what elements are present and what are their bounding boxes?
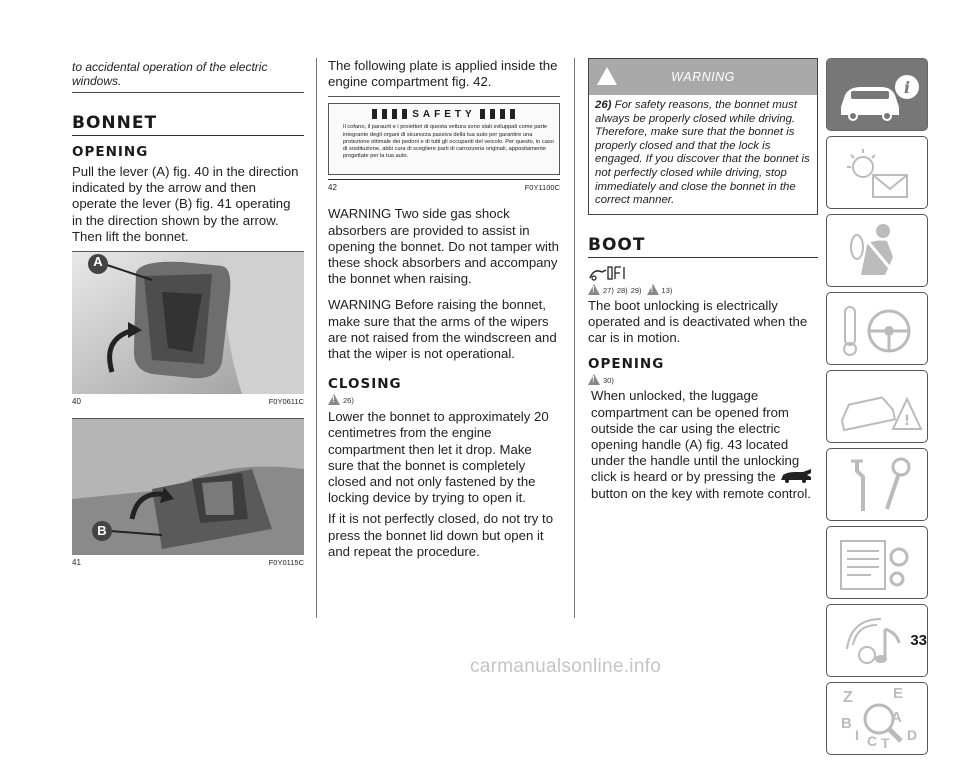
tab-technical-data[interactable] xyxy=(826,526,928,599)
closing-paragraph-2: If it is not perfectly closed, do not try to press the bonnet lid down but open it and repeat the procedure. xyxy=(328,511,554,559)
tab-index[interactable] xyxy=(826,682,928,755)
tab-starting-driving[interactable] xyxy=(826,292,928,365)
emergency-icon xyxy=(827,371,929,444)
column-2 xyxy=(328,0,560,560)
column-divider xyxy=(574,58,575,618)
callout-a: A xyxy=(93,254,103,270)
warning-shock-absorbers: WARNING Two side gas shock absorbers are provided to assist in opening the bonnet. Do not tamper with these shock absorbers and accompany the bonnet when raising. xyxy=(328,206,559,287)
index-letter: E xyxy=(893,685,904,702)
section-heading-bonnet: BONNET xyxy=(72,113,304,136)
section-heading-boot: BOOT xyxy=(588,235,818,258)
checker-pattern-right xyxy=(480,109,516,119)
closing-warning-ref: ! 26) xyxy=(328,394,560,405)
figure-41 xyxy=(72,419,304,555)
index-letter: B xyxy=(841,715,852,732)
boot-warning-refs: ! 27) 28) 29) ! 13) xyxy=(588,284,818,295)
index-letter: C xyxy=(867,733,878,749)
page-number: 33 xyxy=(910,632,927,649)
column-3 xyxy=(588,0,818,502)
column-divider xyxy=(316,58,317,618)
warning-wipers: WARNING Before raising the bonnet, make sure that the arms of the wipers are not raised from the windscreen and that the wiper is not operational. xyxy=(328,297,557,362)
technical-data-icon xyxy=(827,527,929,600)
index-letter: I xyxy=(855,727,859,743)
figure-code: F0Y0115C xyxy=(268,558,304,568)
plate-intro-paragraph: The following plate is applied inside the engine compartment fig. 42. xyxy=(328,58,558,90)
index-letter: D xyxy=(907,727,918,743)
chapter-sidebar xyxy=(826,58,928,760)
tab-knowing-your-car[interactable] xyxy=(826,58,928,131)
tab-emergency[interactable] xyxy=(826,370,928,443)
warning-header: WARNING xyxy=(589,59,817,95)
closing-paragraph-1: Lower the bonnet to approximately 20 centimetres from the engine compartment then let it drop. Make sure that the bonnet is completely closed and not only fastened by the locking device by trying to open it. xyxy=(328,409,549,506)
car-info-icon xyxy=(827,59,929,132)
maintenance-icon xyxy=(827,449,929,522)
warning-triangle-icon xyxy=(597,67,617,85)
boot-paragraph: The boot unlocking is electrically operated and is deactivated when the car is in motion. xyxy=(588,297,808,346)
subheading-opening: OPENING xyxy=(72,144,149,160)
svg-text:!: ! xyxy=(903,413,911,429)
warning-triangle-icon xyxy=(588,284,600,295)
subheading-boot-opening: OPENING xyxy=(588,356,665,373)
figure-42-caption xyxy=(328,183,560,192)
safety-plate xyxy=(328,103,560,175)
index-letter: Z xyxy=(843,689,853,706)
tab-warning-lights[interactable] xyxy=(826,136,928,209)
plate-title: SAFETY xyxy=(412,108,476,120)
callout-b: B xyxy=(97,523,107,539)
svg-text:i: i xyxy=(903,78,911,97)
boot-opening-paragraph: When unlocked, the luggage compartment can be opened from outside the car using the electric opening handle (A) fig. 43 located under the handle until the unlocking click is heard or by pressing the button on the key with remote control. xyxy=(588,388,818,501)
figure-number: 40 xyxy=(72,397,81,407)
index-letter: T xyxy=(881,735,890,751)
figure-40 xyxy=(72,252,304,394)
warning-lights-icon xyxy=(827,137,929,210)
warning-triangle-icon xyxy=(588,374,600,385)
warning-body: 26) For safety reasons, the bonnet must always be properly closed while driving. Therefore, make sure that the bonnet is properly closed and that the lock is engaged. If you discover that the bonnet is not perfectly closed while driving, stop immediately and close the bonnet in the correct manner. xyxy=(595,99,810,207)
bonnet-warning-box xyxy=(588,58,818,215)
warning-triangle-icon xyxy=(328,394,340,405)
continued-text: to accidental operation of the electric windows. xyxy=(72,0,304,93)
figure-number: 41 xyxy=(72,558,81,568)
figure-40-caption xyxy=(72,397,304,406)
figure-42 xyxy=(328,96,560,180)
figure-number: 42 xyxy=(328,183,337,193)
safety-airbag-icon xyxy=(827,215,929,288)
tab-safety[interactable] xyxy=(826,214,928,287)
checker-pattern-left xyxy=(372,109,408,119)
opening-warning-ref: ! 30) xyxy=(588,374,818,385)
warning-triangle-icon xyxy=(647,284,659,295)
figure-41-caption xyxy=(72,558,304,567)
figure-code: F0Y0611C xyxy=(268,397,304,407)
boot-symbol-icon xyxy=(588,264,818,282)
column-1 xyxy=(72,0,304,567)
index-letter: A xyxy=(891,709,902,726)
tab-maintenance[interactable] xyxy=(826,448,928,521)
starting-driving-icon xyxy=(827,293,929,366)
subheading-closing: CLOSING xyxy=(328,376,402,393)
watermark: carmanualsonline.info xyxy=(470,656,662,677)
car-boot-open-icon xyxy=(779,469,813,483)
plate-text: Il cofano, il paraurti e i proiettori di questa vettura sono stati sviluppati come parte integrante degli organi di sicurezza passiva della tua auto per garantire una protezione ottimale dei pedoni e di tutti gli occupanti del veicolo. Per questo, in caso di sostituzione, abbi cura di scegliere parti di carrozzeria originali, appositamente progettate per la tua auto. xyxy=(343,124,554,160)
bonnet-lever-illustration xyxy=(72,252,304,394)
bonnet-opening-paragraph: Pull the lever (A) fig. 40 in the direction indicated by the arrow and then operate the lever (B) fig. 41 operating in the direction shown by the arrow. Then lift the bonnet. xyxy=(72,164,299,244)
figure-code: F0Y1100C xyxy=(524,183,560,193)
